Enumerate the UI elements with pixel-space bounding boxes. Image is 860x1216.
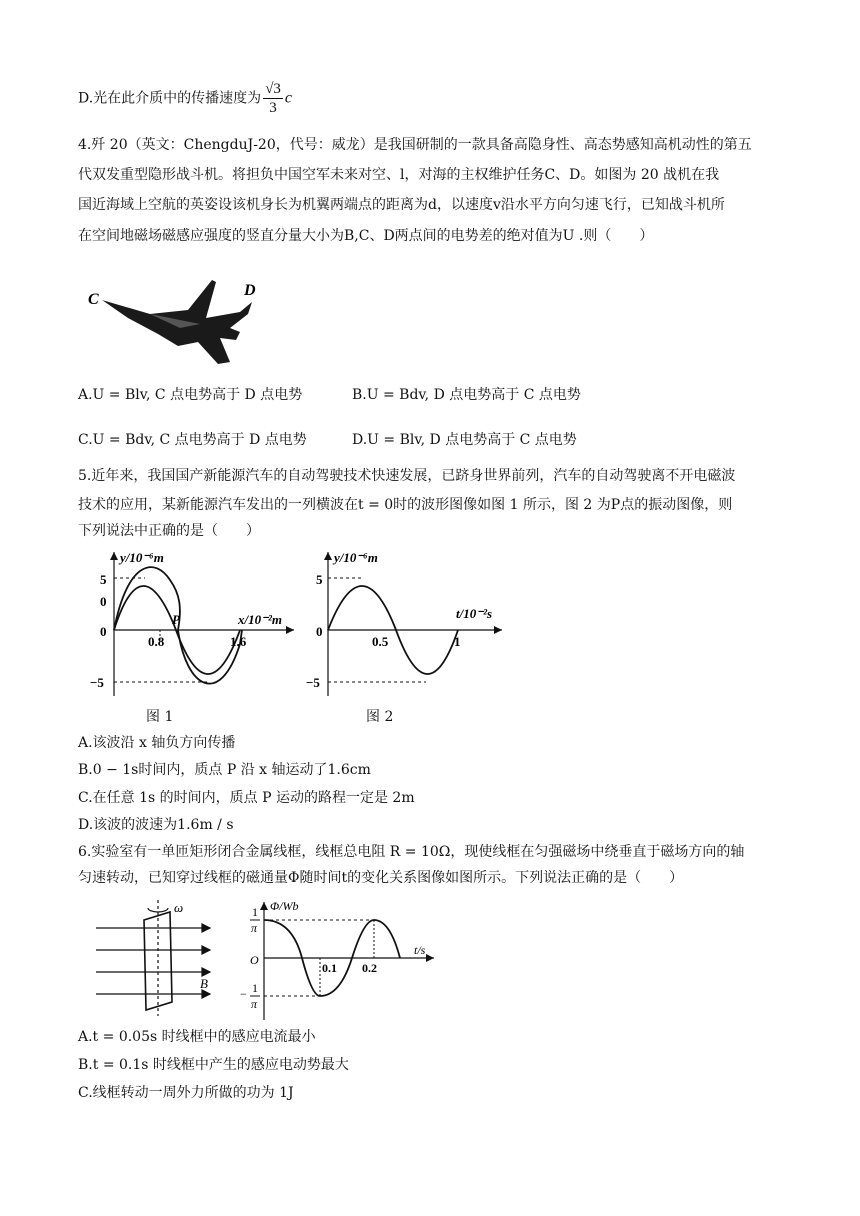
q3-fraction xyxy=(263,80,283,117)
fig1-point-p: P xyxy=(172,612,180,627)
q4-line-2: 代双发重型隐形战斗机。将担负中国空军未来对空、l，对海的主权维护任务C、D。如图为 20 战机在我 xyxy=(78,167,720,183)
fig2-t-tick-1: 1 xyxy=(454,634,461,649)
fig2-y-zero: 0 xyxy=(316,624,323,639)
fig1-y-bottom: −5 xyxy=(90,675,104,690)
q6-line-1: 6.实验室有一单匝矩形闭合金属线框，线框总电阻 R = 10Ω，现使线框在匀强磁场中绕垂直于磁场方向的轴 xyxy=(78,844,745,860)
q4-option-c: C.U = Bdv, C 点电势高于 D 点电势 xyxy=(78,432,307,448)
vibration-graph-figure-2 xyxy=(306,548,506,698)
flux-y-top-denominator: π xyxy=(251,921,258,935)
fig1-x-tick-0-8: 0.8 xyxy=(148,634,165,649)
q6-option-a: A.t = 0.05s 时线框中的感应电流最小 xyxy=(78,1029,316,1045)
flux-ylabel: Φ/Wb xyxy=(270,899,299,913)
q3-option-d xyxy=(78,80,292,117)
jet-label-c: C xyxy=(88,291,99,308)
q4-option-d: D.U = Blv, D 点电势高于 C 点电势 xyxy=(352,432,577,448)
q4-option-a: A.U = Blv, C 点电势高于 D 点电势 xyxy=(78,387,303,403)
fig2-t-tick-0-5: 0.5 xyxy=(372,634,389,649)
q5-option-b: B.0 − 1s时间内，质点 P 沿 x 轴运动了1.6cm xyxy=(78,762,371,778)
omega-label: ω xyxy=(174,900,184,915)
flux-t-tick-0-2: 0.2 xyxy=(362,961,377,975)
fig2-y-top: 5 xyxy=(316,572,323,587)
rotating-coil-figure xyxy=(90,898,230,1018)
fig2-caption: 图 2 xyxy=(366,709,394,725)
q5-option-a: A.该波沿 x 轴负方向传播 xyxy=(78,735,236,751)
q5-line-2: 技术的应用，某新能源汽车发出的一列横波在t = 0时的波形图像如图 1 所示，图 2 为P点的振动图像，则 xyxy=(78,497,733,513)
fig2-xlabel: t/10⁻²s xyxy=(456,606,493,621)
fraction-numerator: √3 xyxy=(265,81,281,97)
fig1-x-tick-1-6: 1.6 xyxy=(230,634,247,649)
fraction-denominator: 3 xyxy=(269,100,277,116)
fig2-y-bottom: −5 xyxy=(306,675,320,690)
q5-line-3: 下列说法中正确的是（ ） xyxy=(78,523,260,539)
q4-line-1: 4.歼 20（英文：ChengduJ-20，代号：威龙）是我国研制的一款具备高隐身性、高态势感知高机动性的第五 xyxy=(78,137,752,153)
q5-option-d: D.该波的波速为1.6m / s xyxy=(78,817,234,833)
fighter-jet-silhouette xyxy=(102,280,252,364)
flux-xlabel: t/s xyxy=(414,943,426,957)
q4-line-4: 在空间地磁场磁感应强度的竖直分量大小为B,C、D两点间的电势差的绝对值为U .则（ ） xyxy=(78,228,654,244)
fig1-y-mid: 0 xyxy=(100,594,107,609)
b-field-label: B xyxy=(200,976,208,991)
flux-t-tick-0-1: 0.1 xyxy=(322,961,337,975)
flux-y-bottom-minus: − xyxy=(240,987,247,1001)
fig1-caption: 图 1 xyxy=(146,709,174,725)
speed-of-light-symbol: c xyxy=(284,89,293,107)
fig1-ylabel: y/10⁻⁶m xyxy=(120,550,164,565)
q6-option-b: B.t = 0.1s 时线框中产生的感应电动势最大 xyxy=(78,1057,349,1073)
flux-y-top-numerator: 1 xyxy=(252,905,258,919)
q3-option-d-label: D.光在此介质中的传播速度为 xyxy=(78,90,262,107)
q4-option-b: B.U = Bdv, D 点电势高于 C 点电势 xyxy=(352,387,581,403)
jet-label-d: D xyxy=(244,282,256,299)
q4-line-3: 国近海域上空航的英姿设该机身长为机翼两端点的距离为d，以速度v沿水平方向匀速飞行，已知战斗机所 xyxy=(78,197,725,213)
q6-option-c: C.线框转动一周外力所做的功为 1J xyxy=(78,1085,294,1101)
fig1-y-zero: 0 xyxy=(100,624,107,639)
fig2-ylabel: y/10⁻⁶m xyxy=(334,550,378,565)
q5-line-1: 5.近年来，我国国产新能源汽车的自动驾驶技术快速发展，已跻身世界前列，汽车的自动驾驶离不开电磁波 xyxy=(78,468,736,484)
wave-graph-figure-1 xyxy=(90,548,300,698)
flux-y-bottom-numerator: 1 xyxy=(252,981,258,995)
fig1-y-top: 5 xyxy=(100,572,107,587)
flux-origin: O xyxy=(250,953,259,967)
q5-option-c: C.在任意 1s 的时间内，质点 P 运动的路程一定是 2m xyxy=(78,790,415,806)
fig1-xlabel: x/10⁻²m xyxy=(238,612,282,627)
q6-line-2: 匀速转动，已知穿过线框的磁通量Φ随时间t的变化关系图像如图所示。下列说法正确的是（ ） xyxy=(78,870,684,886)
flux-y-bottom-denominator: π xyxy=(251,997,258,1011)
flux-time-graph xyxy=(240,898,440,1022)
fighter-jet-figure xyxy=(80,262,280,374)
